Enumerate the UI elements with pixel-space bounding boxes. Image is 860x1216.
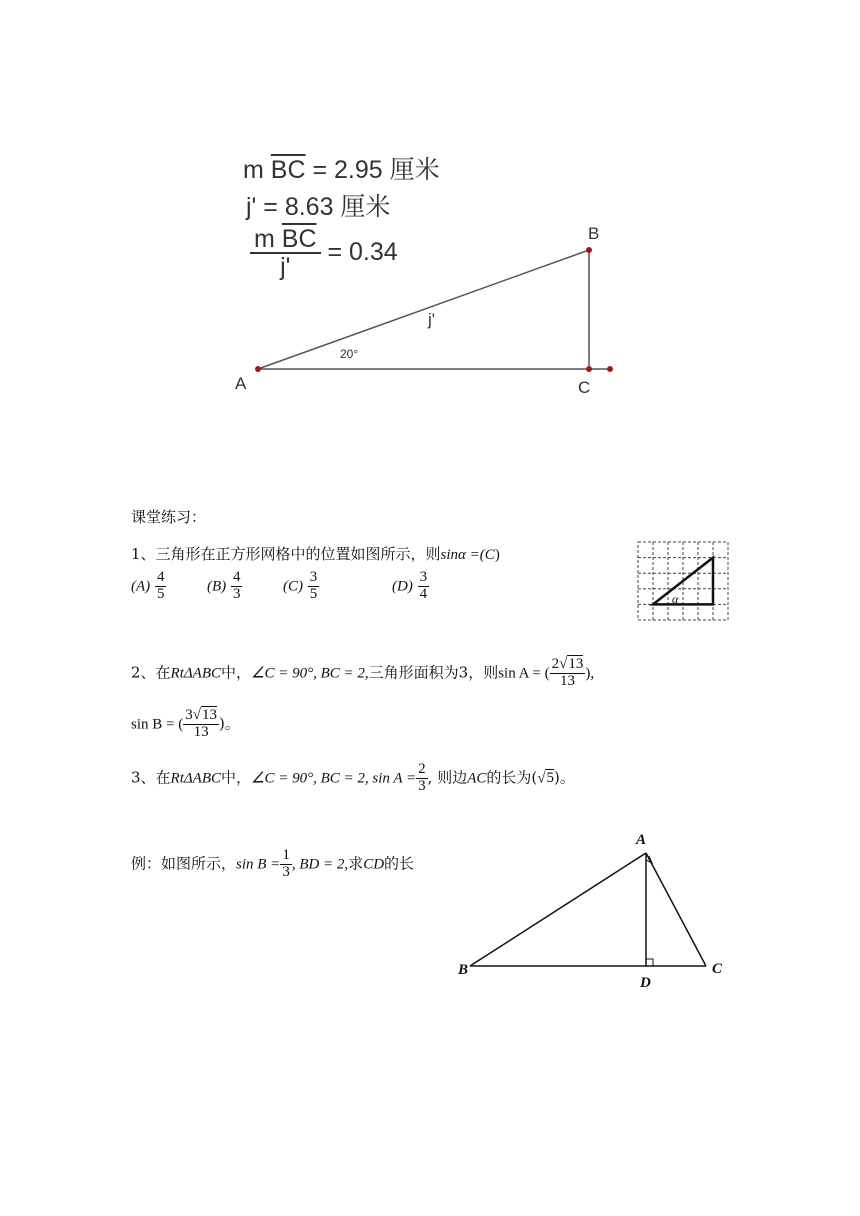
example-label-a: A <box>636 832 647 848</box>
example-sin-b: sin B = <box>236 856 281 873</box>
ratio-num-prefix: m <box>254 225 275 253</box>
side-ac-example <box>646 853 706 966</box>
label-b: B <box>588 224 600 243</box>
measure-bc-value: = 2.95 厘米 <box>305 156 440 184</box>
example-label-c: C <box>712 961 723 977</box>
label-angle-20: 20° <box>340 347 359 361</box>
q2-sin-b: sin B = ( <box>131 716 184 733</box>
option-b-num: 4 <box>232 569 241 585</box>
q2-b-den: 13 <box>193 723 209 740</box>
q1-expression: sinα =( <box>440 547 485 563</box>
q1-option-c <box>283 570 319 603</box>
example-text1: 例：如图所示， <box>131 854 237 873</box>
q2-a-den: 13 <box>559 672 575 689</box>
question-3: 3、在RtΔABC中，∠C = 90°, BC = 2, sin A = $\frac{2}{3}$ , 则边AC的长为(√5)。 <box>131 761 575 794</box>
q3-text1: 3、在 <box>131 768 171 787</box>
q2-answer-b-fraction <box>183 708 219 741</box>
option-c-label: (C) <box>283 578 303 595</box>
example-bd: , BD = 2, <box>291 856 349 873</box>
q1-option-b <box>207 570 242 603</box>
option-a-num: 4 <box>156 569 165 585</box>
q1-answer: C <box>484 547 495 563</box>
triangle-figure-1 <box>0 0 860 420</box>
side-ab-hypotenuse <box>258 250 589 369</box>
option-d-fraction <box>418 570 430 603</box>
q3-frac-num: 2 <box>418 761 426 777</box>
ratio-value: = 0.34 <box>327 237 398 266</box>
q2-text3: 三角形面积为3，则 <box>368 663 499 682</box>
q3-answer: 5 <box>546 770 554 787</box>
option-b-den: 3 <box>232 585 241 602</box>
q1-option-a <box>131 570 166 603</box>
question-1 <box>131 543 500 564</box>
option-a-fraction <box>155 570 167 603</box>
q3-condition: ∠C = 90°, BC = 2, sin A = <box>251 770 417 787</box>
measure-j-line: j' = 8.63 厘米 <box>246 193 391 221</box>
measure-bc-prefix: m <box>243 156 264 184</box>
q2-b-close: )。 <box>218 714 240 733</box>
example-text2: 求 <box>348 854 364 873</box>
q3-text2: 中， <box>221 768 252 787</box>
q2-b-coef: 3 <box>185 707 193 723</box>
q3-text4: 的长为( <box>486 768 538 787</box>
option-b-label: (B) <box>207 578 227 595</box>
option-d-den: 4 <box>419 585 428 602</box>
example-label-d: D <box>640 975 651 991</box>
q2-text2: 中， <box>221 663 252 682</box>
q2-a-rad: 13 <box>568 656 584 672</box>
ratio-denominator: j' <box>280 253 291 282</box>
q2-triangle: RtΔABC <box>170 665 222 682</box>
q3-text5: )。 <box>553 768 575 787</box>
example-text <box>131 848 414 881</box>
label-hypotenuse: j' <box>428 310 436 329</box>
example-label-b: B <box>458 962 469 978</box>
q2-answer-b-num: 3√13 <box>185 707 217 723</box>
q1-close: ) <box>494 547 500 563</box>
right-angle-d <box>646 959 653 966</box>
q2-text1: 2、在 <box>131 663 171 682</box>
question-2 <box>131 657 594 690</box>
example-frac-num: 1 <box>282 847 290 863</box>
label-a: A <box>235 374 247 393</box>
point-a <box>255 366 261 372</box>
ratio-num-segment: $\overline{BC}$ <box>281 225 317 253</box>
q2-sin-a: sin A = ( <box>498 665 550 682</box>
example-text3: 的长 <box>384 854 415 873</box>
option-c-den: 5 <box>309 585 318 602</box>
q3-triangle: RtΔABC <box>170 770 222 787</box>
q3-ac: AC <box>467 770 487 787</box>
point-b <box>586 247 592 253</box>
example-cd: CD <box>363 856 385 873</box>
q3-text3: , 则边 <box>427 768 468 787</box>
point-c <box>586 366 592 372</box>
q2-a-coef: 2 <box>551 656 560 672</box>
measure-bc-segment: $\overline{BC}$ <box>270 156 306 184</box>
q2-a-close: ), <box>585 665 595 682</box>
q1-option-d <box>392 570 429 603</box>
right-angle-a <box>646 856 652 863</box>
q2-answer-a-num: 2√13 <box>551 656 584 672</box>
point-extension <box>607 366 613 372</box>
grid-triangle-figure <box>636 540 732 624</box>
option-d-num: 3 <box>419 569 428 585</box>
option-d-label: (D) <box>392 578 413 595</box>
option-c-fraction <box>308 570 320 603</box>
example-fraction <box>280 848 292 881</box>
option-a-den: 5 <box>156 585 165 602</box>
option-a-label: (A) <box>131 578 151 595</box>
option-c-num: 3 <box>309 569 318 585</box>
q2-condition: ∠C = 90°, BC = 2, <box>251 665 369 682</box>
q3-frac-den: 3 <box>418 777 426 794</box>
section-title: 课堂练习： <box>131 508 207 526</box>
q1-text: 1、三角形在正方形网格中的位置如图所示，则 <box>131 545 441 563</box>
example-frac-den: 3 <box>282 863 290 880</box>
option-b-fraction <box>231 570 243 603</box>
side-ab-example <box>470 853 646 966</box>
grid-angle-alpha: α <box>672 592 679 606</box>
question-2-line2 <box>131 708 240 741</box>
label-c: C <box>578 378 591 397</box>
q2-answer-a-fraction <box>550 657 586 690</box>
q3-fraction <box>416 762 428 795</box>
q2-b-rad: 13 <box>201 707 217 723</box>
